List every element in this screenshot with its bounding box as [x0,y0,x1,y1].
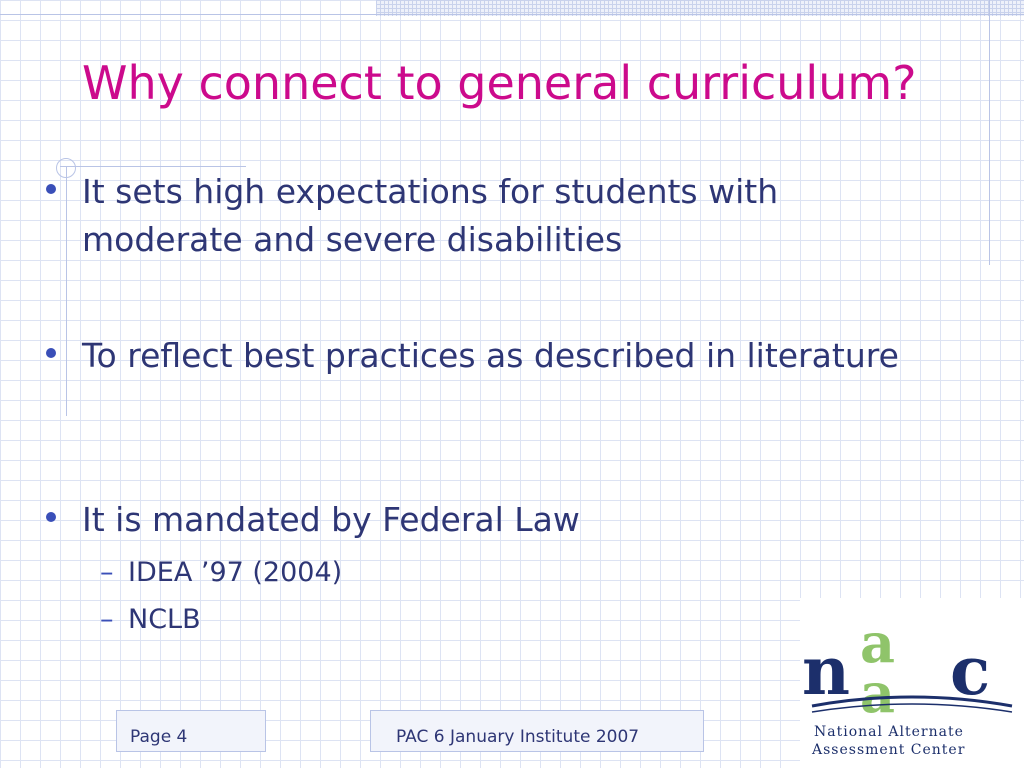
svg-text:a: a [860,611,895,675]
naac-logo [800,598,1024,768]
bullet-item [82,496,902,544]
decorative-line [60,166,246,167]
bullet-text: It is mandated by Federal Law [82,500,580,539]
bullet-text: It sets high expectations for students with moderate and severe disabilities [82,172,779,259]
footer-event-title: PAC 6 January Institute 2007 [396,727,640,747]
bullet-item [82,332,902,380]
sub-bullet-item [100,603,201,637]
svg-text:a: a [860,661,895,725]
logo-name-line2: Assessment Center [812,742,966,758]
footer-page-number: Page 4 [130,727,188,747]
sub-bullet-dash-icon: – [100,604,114,635]
bullet-dot-icon [46,348,56,358]
bullet-dot-icon [46,184,56,194]
top-rule-line [0,14,1024,15]
right-border-line [989,0,990,265]
bullet-text: To reflect best practices as described in literature [82,336,899,375]
sub-bullet-item [100,556,343,590]
sub-bullet-dash-icon: – [100,557,114,588]
decorative-vline [66,166,67,416]
sub-bullet-text: IDEA ’97 (2004) [128,557,343,588]
sub-bullet-text: NCLB [128,604,201,635]
bullet-dot-icon [46,512,56,522]
slide-title: Why connect to general curriculum? [82,56,917,110]
logo-name-line1: National Alternate [814,724,964,740]
svg-text:n: n [802,632,850,710]
bullet-item [82,168,902,264]
svg-text:c: c [950,632,991,710]
